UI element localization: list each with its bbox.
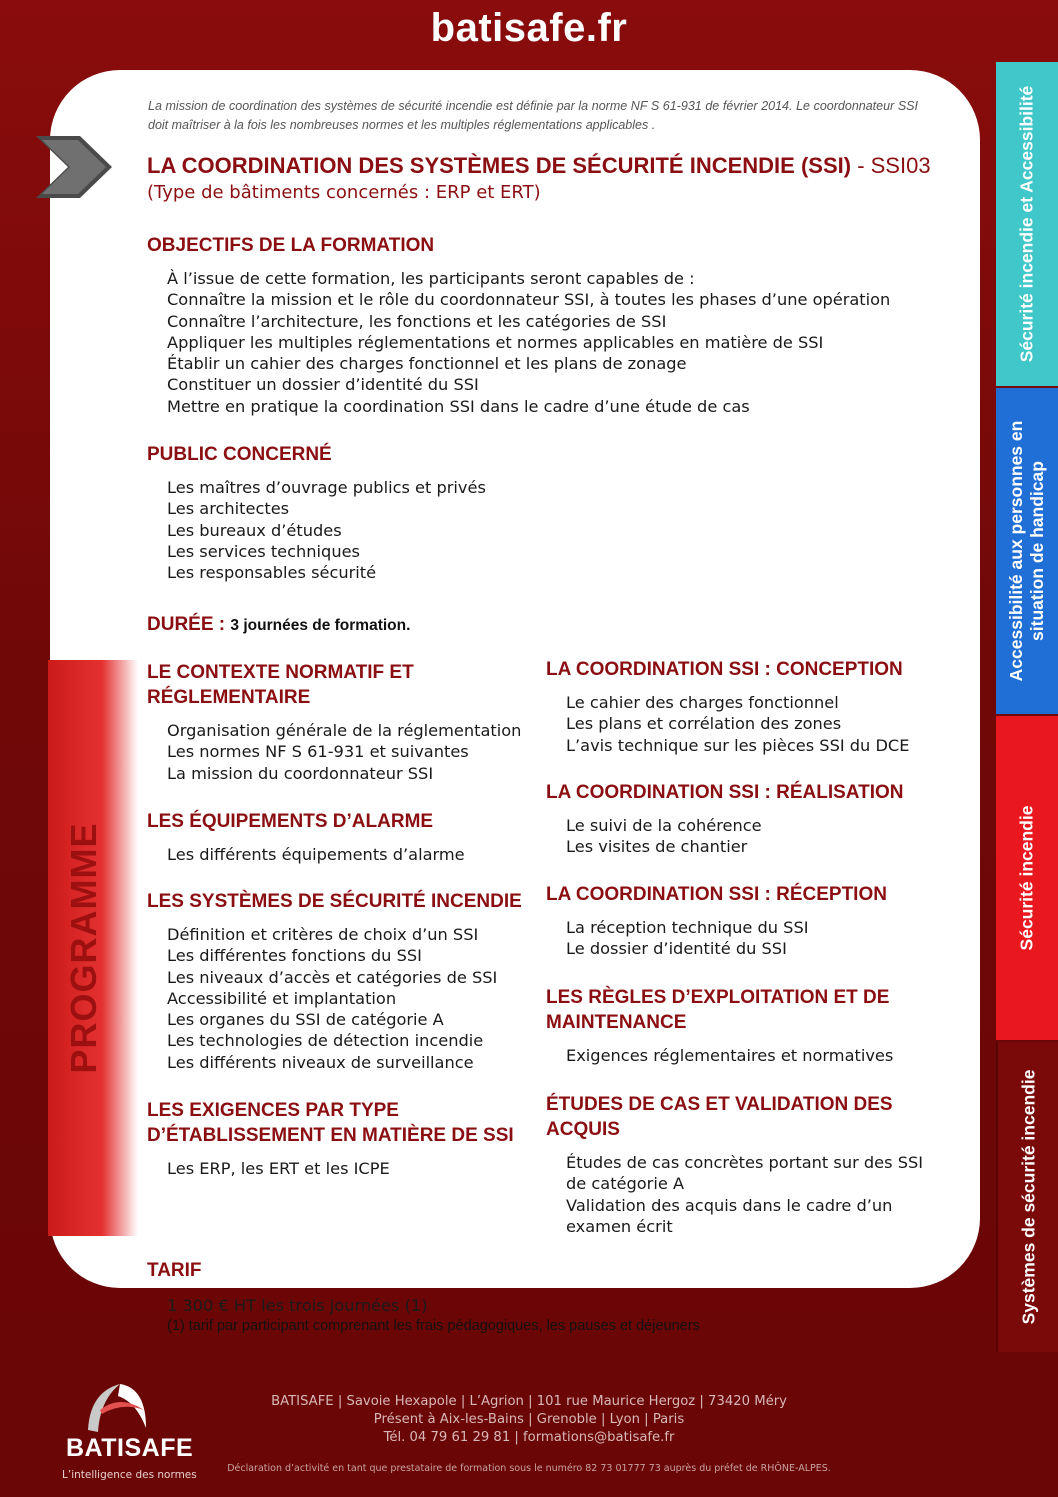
tab-accessibilite-handicap[interactable] bbox=[996, 388, 1058, 714]
tarif-note: (1) tarif par participant comprenant les frais pédagogiques, les pauses et déjeuners bbox=[167, 1318, 700, 1335]
section-heading: MAINTENANCE bbox=[546, 1012, 687, 1033]
list-item: Les normes NF S 61-931 et suivantes bbox=[167, 742, 469, 762]
list-item: Connaître l’architecture, les fonctions et les catégories de SSI bbox=[167, 311, 667, 331]
section-list bbox=[566, 1045, 946, 1066]
list-item: Les niveaux d’accès et catégories de SSI bbox=[167, 967, 498, 987]
realisation-section bbox=[546, 780, 946, 858]
list-item: Validation des acquis dans le cadre d’un bbox=[566, 1195, 893, 1215]
section-heading: LE CONTEXTE NORMATIF ET bbox=[147, 662, 414, 683]
tab-securite-accessibilite[interactable] bbox=[996, 62, 1058, 386]
list-item: Les bureaux d’études bbox=[167, 520, 342, 540]
list-item: Les services techniques bbox=[167, 541, 360, 561]
section-heading: ÉTUDES DE CAS ET VALIDATION DES bbox=[546, 1094, 893, 1115]
section-heading: LES EXIGENCES PAR TYPE bbox=[147, 1100, 399, 1121]
list-item: Accessibilité et implantation bbox=[167, 988, 397, 1008]
etudes-section bbox=[546, 1092, 946, 1237]
section-list bbox=[167, 844, 537, 865]
section-heading: LA COORDINATION SSI : RÉALISATION bbox=[546, 782, 904, 803]
list-item: Appliquer les multiples réglementations et normes applicables en matière de SSI bbox=[167, 332, 824, 352]
list-item: Le cahier des charges fonctionnel bbox=[566, 693, 839, 712]
public-list bbox=[167, 477, 947, 583]
list-item: Exigences réglementaires et normatives bbox=[566, 1046, 894, 1065]
list-item: Les différents niveaux de surveillance bbox=[167, 1052, 474, 1072]
footer-locations: Présent à Aix-les-Bains | Grenoble | Lyon | Paris bbox=[373, 1412, 685, 1427]
list-item: Les architectes bbox=[167, 499, 290, 519]
section-list bbox=[566, 1152, 946, 1237]
tab-label: Sécurité incendie bbox=[1016, 805, 1037, 951]
title-main: LA COORDINATION DES SYSTÈMES DE SÉCURITÉ INCENDIE (SSI) bbox=[147, 153, 852, 178]
list-item: Le suivi de la cohérence bbox=[566, 816, 762, 835]
section-list bbox=[167, 720, 537, 784]
tab-systemes-securite-incendie[interactable] bbox=[996, 1042, 1058, 1352]
exploitation-section bbox=[546, 985, 946, 1066]
section-heading: D’ÉTABLISSEMENT EN MATIÈRE DE SSI bbox=[147, 1125, 514, 1146]
section-heading: LES ÉQUIPEMENTS D’ALARME bbox=[147, 811, 434, 832]
contexte-section bbox=[147, 660, 537, 784]
list-item: Les responsables sécurité bbox=[167, 563, 377, 583]
exigences-section bbox=[147, 1098, 537, 1179]
list-item: examen écrit bbox=[566, 1216, 673, 1236]
list-item: L’avis technique sur les pièces SSI du DCE bbox=[566, 735, 910, 755]
tab-label-line: Accessibilité aux personnes en bbox=[1006, 420, 1026, 682]
duree-value: 3 journées de formation. bbox=[230, 617, 411, 634]
section-heading: LA COORDINATION SSI : CONCEPTION bbox=[546, 659, 903, 680]
tarif-section bbox=[147, 1258, 947, 1336]
tarif-list bbox=[167, 1295, 947, 1316]
site-title[interactable]: batisafe.fr bbox=[430, 6, 628, 50]
list-item: Les maîtres d’ouvrage publics et privés bbox=[167, 478, 486, 497]
tab-securite-incendie[interactable] bbox=[996, 716, 1058, 1040]
tarif-price: 1 300 € HT les trois journées (1) bbox=[167, 1296, 428, 1315]
conception-section bbox=[546, 657, 946, 756]
tab-label-line: situation de handicap bbox=[1027, 461, 1047, 641]
footer-contact[interactable]: Tél. 04 79 61 29 81 | formations@batisafe.fr bbox=[383, 1430, 675, 1445]
list-item: Les technologies de détection incendie bbox=[167, 1031, 484, 1051]
list-item: À l’issue de cette formation, les participants seront capables de : bbox=[167, 269, 695, 288]
list-item: Le dossier d’identité du SSI bbox=[566, 939, 787, 959]
section-list bbox=[566, 917, 946, 960]
tab-label: Sécurité incendie et Accessibilité bbox=[1016, 85, 1037, 363]
objectifs-list bbox=[167, 268, 947, 417]
list-item: Les organes du SSI de catégorie A bbox=[167, 1010, 444, 1030]
public-heading: PUBLIC CONCERNÉ bbox=[147, 444, 332, 465]
section-heading: RÉGLEMENTAIRE bbox=[147, 687, 311, 708]
list-item: La réception technique du SSI bbox=[566, 918, 809, 937]
section-heading: LES SYSTÈMES DE SÉCURITÉ INCENDIE bbox=[147, 891, 522, 912]
section-heading: ACQUIS bbox=[546, 1119, 620, 1140]
list-item: Les visites de chantier bbox=[566, 837, 748, 857]
tab-label bbox=[1006, 421, 1048, 682]
list-item: Les plans et corrélation des zones bbox=[566, 714, 842, 734]
footer-address: BATISAFE | Savoie Hexapole | L’Agrion | 101 rue Maurice Hergoz | 73420 Méry bbox=[271, 1394, 787, 1409]
list-item: Mettre en pratique la coordination SSI dans le cadre d’une étude de cas bbox=[167, 396, 750, 416]
list-item: Définition et critères de choix d’un SSI bbox=[167, 925, 479, 944]
list-item: Organisation générale de la réglementation bbox=[167, 721, 522, 740]
chevron-right-icon bbox=[34, 134, 114, 200]
page-subtitle: (Type de bâtiments concernés : ERP et ERT) bbox=[147, 182, 541, 203]
reception-section bbox=[546, 882, 946, 960]
list-item: Les différentes fonctions du SSI bbox=[167, 946, 422, 966]
list-item: Connaître la mission et le rôle du coordonnateur SSI, à toutes les phases d’une opération bbox=[167, 290, 891, 310]
tarif-heading: TARIF bbox=[147, 1260, 202, 1281]
public-section bbox=[147, 442, 947, 583]
duree bbox=[147, 614, 410, 636]
list-item: Constituer un dossier d’identité du SSI bbox=[167, 375, 479, 395]
programme-label: PROGRAMME bbox=[63, 822, 104, 1074]
section-list bbox=[566, 815, 946, 858]
section-list bbox=[167, 1158, 537, 1179]
section-heading: LA COORDINATION SSI : RÉCEPTION bbox=[546, 884, 887, 905]
logo-name: BATISAFE bbox=[66, 1434, 194, 1462]
intro-text: La mission de coordination des systèmes de sécurité incendie est définie par la norme NF S 61-931 de février 2014. Le coordonnateur SSI doit maîtriser à la fois les nombreuses normes et les multiples réglementations applicables . bbox=[148, 99, 918, 132]
equipements-section bbox=[147, 809, 537, 865]
footer bbox=[0, 1393, 1058, 1447]
section-heading: LES RÈGLES D’EXPLOITATION ET DE bbox=[546, 987, 890, 1008]
list-item: La mission du coordonnateur SSI bbox=[167, 763, 434, 783]
list-item: de catégorie A bbox=[566, 1174, 685, 1194]
list-item: Établir un cahier des charges fonctionnel et les plans de zonage bbox=[167, 354, 687, 374]
objectifs-heading: OBJECTIFS DE LA FORMATION bbox=[147, 235, 435, 256]
duree-label: DURÉE : bbox=[147, 614, 226, 635]
section-list bbox=[566, 692, 946, 756]
list-item: Les ERP, les ERT et les ICPE bbox=[167, 1159, 390, 1178]
systemes-section bbox=[147, 889, 537, 1073]
section-list bbox=[167, 924, 537, 1073]
page-title bbox=[147, 153, 947, 179]
list-item: Les différents équipements d’alarme bbox=[167, 845, 465, 864]
legal-notice: Déclaration d’activité en tant que prestataire de formation sous le numéro 82 73 01777 73 auprès du préfet de RHÔNE-ALPES. bbox=[227, 1463, 831, 1474]
logo-tagline: L’intelligence des normes bbox=[62, 1469, 197, 1481]
tab-label: Systèmes de sécurité incendie bbox=[1018, 1069, 1039, 1325]
objectifs-section bbox=[147, 233, 947, 417]
title-code: - SSI03 bbox=[851, 153, 931, 178]
list-item: Études de cas concrètes portant sur des SSI bbox=[566, 1153, 924, 1172]
